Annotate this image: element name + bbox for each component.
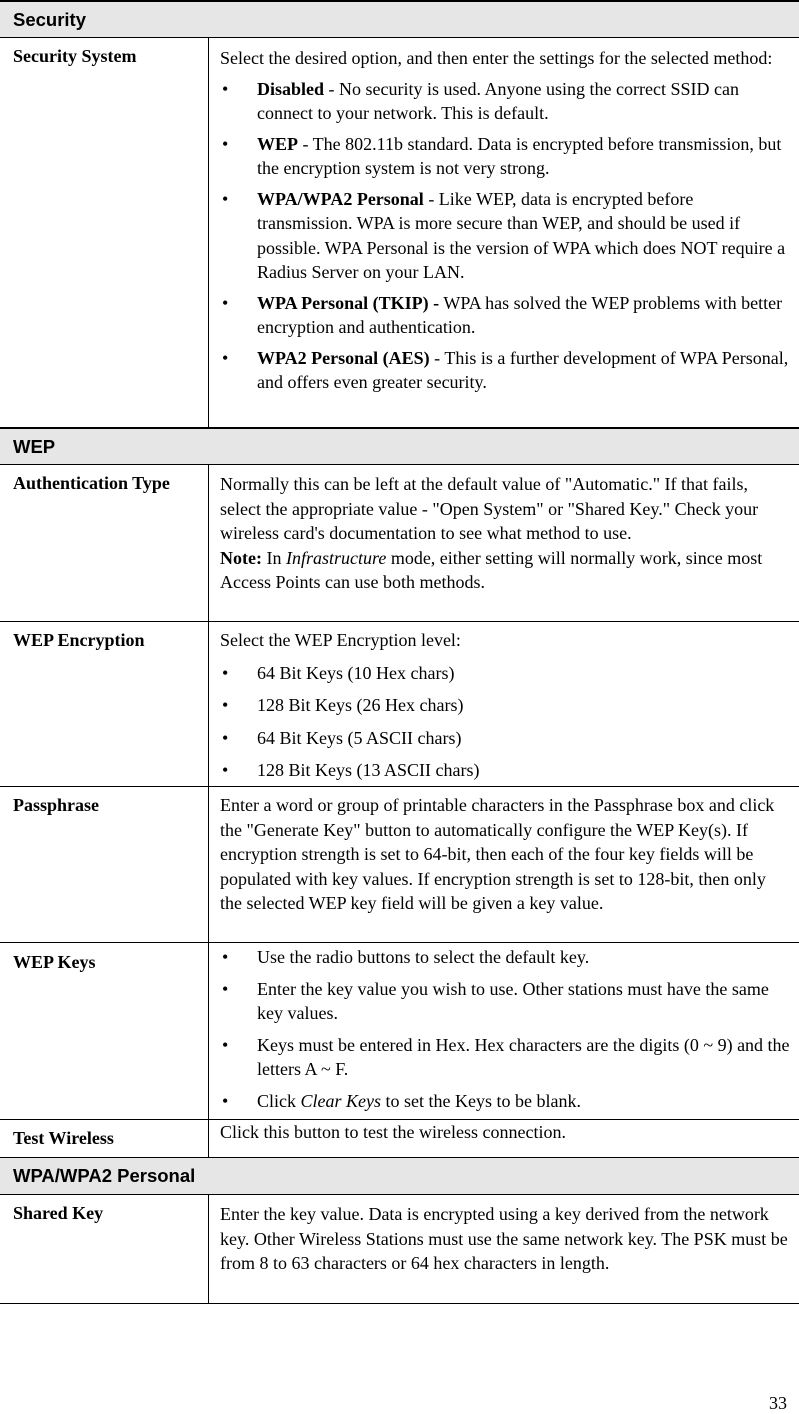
list-item: • Disabled - No security is used. Anyone using the correct SSID can connect to your network. This is default.: [222, 78, 739, 123]
bullet-icon: •: [222, 1034, 229, 1055]
row-label: WEP Encryption: [13, 630, 145, 650]
row-label: Passphrase: [13, 795, 100, 815]
section-heading-security: Security: [0, 0, 799, 38]
section-heading-wep: WEP: [0, 427, 799, 465]
row-description: [220, 1120, 792, 1145]
row-test-wireless: [0, 1120, 799, 1158]
bullet-icon: •: [222, 727, 229, 748]
page-number: 33: [769, 1393, 787, 1413]
description-text: Enter a word or group of printable characters in the Passphrase box and click the "Generate Key" button to automatically configure the WEP Key(s). If encryption strength is set to 64-bit, then each of the four key fields will be populated with key values. If encryption strength is set to 128-bit, then only the selected WEP key field will be given a key value.: [220, 795, 775, 913]
row-label: WEP Keys: [13, 952, 96, 972]
row-wep-keys: [0, 943, 799, 1120]
row-authentication-type: [0, 465, 799, 622]
row-passphrase: [0, 787, 799, 943]
row-description: [220, 1202, 792, 1276]
description-text: Normally this can be left at the default value of "Automatic." If that fails, select the appropriate value - "Open System" or "Shared Key." Check your wireless card's documentation to see what method to use.: [220, 474, 759, 543]
row-description: [220, 46, 792, 395]
intro-text: Select the desired option, and then enter the settings for the selected method:: [220, 48, 773, 68]
description-text: Enter the key value. Data is encrypted using a key derived from the network key. Other Wireless Stations must use the same network key. The PSK must be from 8 to 63 characters or 64 hex characters in length.: [220, 1204, 788, 1273]
list-item: • 64 Bit Keys (5 ASCII chars): [220, 726, 792, 751]
row-shared-key: [0, 1195, 799, 1304]
list-item: • WPA/WPA2 Personal - Like WEP, data is encrypted before transmission. WPA is more secure than WEP, and should be used if possible. WPA Personal is the version of WPA which does NOT require a Radius Server on your LAN.: [222, 188, 786, 282]
list-item: • WPA Personal (TKIP) - WPA has solved the WEP problems with better encryption and authentication.: [222, 292, 783, 337]
row-security-system: [0, 38, 799, 427]
bullet-icon: •: [222, 1090, 229, 1111]
list-item: • 128 Bit Keys (26 Hex chars): [220, 693, 792, 718]
note-text: Note: In Infrastructure mode, either setting will normally work, since most Access Points can use both methods.: [220, 547, 763, 592]
list-item: • WPA2 Personal (AES) - This is a further development of WPA Personal, and offers even greater security.: [222, 347, 789, 392]
bullet-icon: •: [222, 133, 229, 154]
bullet-icon: •: [222, 347, 229, 368]
list-item: • Keys must be entered in Hex. Hex characters are the digits (0 ~ 9) and the letters A ~ F.: [222, 1034, 790, 1079]
list-item: • WEP - The 802.11b standard. Data is encrypted before transmission, but the encryption system is not very strong.: [222, 133, 782, 178]
row-label: Security System: [13, 46, 137, 66]
row-wep-encryption: [0, 622, 799, 787]
bullet-icon: •: [222, 978, 229, 999]
bullet-icon: •: [222, 760, 229, 780]
row-description: [220, 793, 792, 916]
row-description: [220, 628, 792, 783]
row-label: Shared Key: [13, 1203, 104, 1223]
row-label: Authentication Type: [13, 473, 170, 493]
row-label: Test Wireless: [13, 1128, 114, 1148]
bullet-icon: •: [222, 292, 229, 313]
list-item: • Use the radio buttons to select the default key.: [220, 945, 792, 970]
list-item: • Enter the key value you wish to use. Other stations must have the same key values.: [222, 978, 769, 1023]
row-description: [220, 943, 792, 1113]
bullet-icon: •: [222, 695, 229, 715]
section-heading-wpa: WPA/WPA2 Personal: [0, 1157, 799, 1195]
description-text: Click this button to test the wireless connection.: [220, 1122, 566, 1142]
list-item: • 64 Bit Keys (10 Hex chars): [220, 661, 792, 686]
bullet-icon: •: [222, 662, 229, 683]
list-item: • Click Clear Keys to set the Keys to be blank.: [220, 1089, 792, 1114]
bullet-icon: •: [222, 188, 229, 209]
list-item: • 128 Bit Keys (13 ASCII chars): [220, 758, 792, 783]
intro-text: Select the WEP Encryption level:: [220, 630, 461, 650]
bullet-icon: •: [222, 947, 229, 967]
bullet-icon: •: [222, 78, 229, 99]
row-description: [220, 472, 792, 595]
